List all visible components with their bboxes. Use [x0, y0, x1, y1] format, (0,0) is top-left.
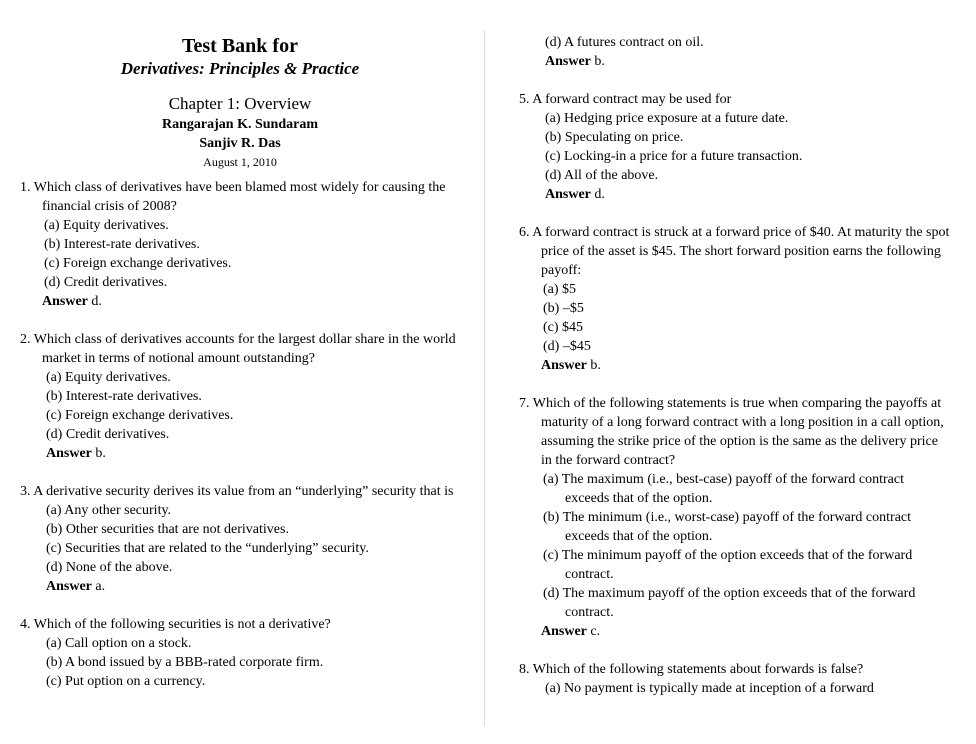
answer-line — [519, 185, 951, 204]
column-divider — [484, 30, 485, 726]
answer-option: (a) Any other security. — [46, 503, 172, 518]
question-text: 8. Which of the following statements about forwards is false? — [519, 662, 864, 677]
question-text: 6. A forward contract is struck at a forward price of $40. At maturity the spot price of the asset is $45. The short forward position earns the following payoff: — [519, 225, 950, 278]
answer-label: Answer — [42, 294, 88, 309]
answer-line — [20, 292, 460, 311]
answer-label: Answer — [541, 624, 587, 639]
answer-line — [519, 622, 951, 641]
chapter-heading: Chapter 1: Overview — [168, 94, 312, 113]
answer-option: (d) A futures contract on oil. — [545, 35, 704, 50]
document-title: Test Bank for — [182, 35, 298, 57]
question-text: 3. A derivative security derives its value from an “underlying” security that is — [20, 484, 454, 499]
answer-option: (c) Foreign exchange derivatives. — [44, 256, 232, 271]
answer-value: b. — [590, 358, 601, 373]
answer-value: b. — [95, 446, 106, 461]
answer-option: (a) Hedging price exposure at a future date. — [545, 111, 789, 126]
document-subtitle: Derivatives: Principles & Practice — [120, 59, 360, 78]
question-1 — [20, 178, 460, 311]
answer-option: (c) Put option on a currency. — [46, 674, 206, 689]
answer-option: (b) Interest-rate derivatives. — [46, 389, 202, 404]
answer-option: (a) $5 — [543, 282, 577, 297]
answer-option: (b) Interest-rate derivatives. — [44, 237, 200, 252]
question-text: 4. Which of the following securities is not a derivative? — [20, 617, 331, 632]
answer-option: (d) Credit derivatives. — [44, 275, 168, 290]
answer-label: Answer — [545, 187, 591, 202]
left-column — [20, 0, 460, 710]
question-3 — [20, 482, 460, 596]
answer-option: (c) Securities that are related to the “underlying” security. — [46, 541, 369, 556]
right-column — [519, 0, 951, 717]
answer-line — [20, 577, 460, 596]
answer-option: (a) Equity derivatives. — [46, 370, 171, 385]
answer-value: b. — [594, 54, 605, 69]
question-5 — [519, 90, 951, 204]
question-8 — [519, 660, 951, 698]
answer-option: (c) The minimum payoff of the option exceeds that of the forward contract. — [543, 548, 913, 582]
answer-label: Answer — [46, 579, 92, 594]
question-7 — [519, 394, 951, 641]
question-text: 5. A forward contract may be used for — [519, 92, 732, 107]
answer-line — [519, 356, 951, 375]
question-6 — [519, 223, 951, 375]
answer-line — [20, 444, 460, 463]
answer-label: Answer — [545, 54, 591, 69]
document-date: August 1, 2010 — [203, 155, 277, 169]
answer-option: (c) Foreign exchange derivatives. — [46, 408, 234, 423]
answer-label: Answer — [541, 358, 587, 373]
answer-option: (d) –$45 — [543, 339, 591, 354]
answer-option: (c) Locking-in a price for a future transaction. — [545, 149, 803, 164]
answer-option: (d) Credit derivatives. — [46, 427, 170, 442]
answer-option: (a) Equity derivatives. — [44, 218, 169, 233]
answer-option: (a) The maximum (i.e., best-case) payoff of the forward contract exceeds that of the option. — [543, 472, 904, 506]
answer-line — [519, 52, 951, 71]
question-text: 7. Which of the following statements is true when comparing the payoffs at maturity of a long forward contract with a long position in a call option, assuming the strike price of the option is the same as the delivery price in the forward contract? — [519, 396, 944, 468]
answer-option: (d) None of the above. — [46, 560, 173, 575]
answer-value: d. — [91, 294, 102, 309]
answer-option: (c) $45 — [543, 320, 584, 335]
answer-option: (b) Speculating on price. — [545, 130, 684, 145]
answer-option: (b) Other securities that are not derivatives. — [46, 522, 289, 537]
answer-option: (d) The maximum payoff of the option exceeds that of the forward contract. — [543, 586, 916, 620]
answer-option: (d) All of the above. — [545, 168, 659, 183]
author-name: Rangarajan K. Sundaram — [162, 117, 318, 132]
question-4-continued — [519, 33, 951, 71]
answer-option: (b) A bond issued by a BBB-rated corporate firm. — [46, 655, 324, 670]
question-2 — [20, 330, 460, 463]
question-text: 2. Which class of derivatives accounts for the largest dollar share in the world market in terms of notional amount outstanding? — [20, 332, 456, 366]
question-4 — [20, 615, 460, 691]
question-text: 1. Which class of derivatives have been blamed most widely for causing the financial crisis of 2008? — [20, 180, 446, 214]
answer-option: (a) No payment is typically made at inception of a forward — [545, 681, 874, 696]
answer-value: c. — [590, 624, 601, 639]
answer-value: d. — [594, 187, 605, 202]
author-name: Sanjiv R. Das — [199, 136, 281, 151]
answer-label: Answer — [46, 446, 92, 461]
answer-value: a. — [95, 579, 106, 594]
answer-option: (a) Call option on a stock. — [46, 636, 192, 651]
answer-option: (b) –$5 — [543, 301, 584, 316]
answer-option: (b) The minimum (i.e., worst-case) payoff of the forward contract exceeds that of the option. — [543, 510, 912, 544]
